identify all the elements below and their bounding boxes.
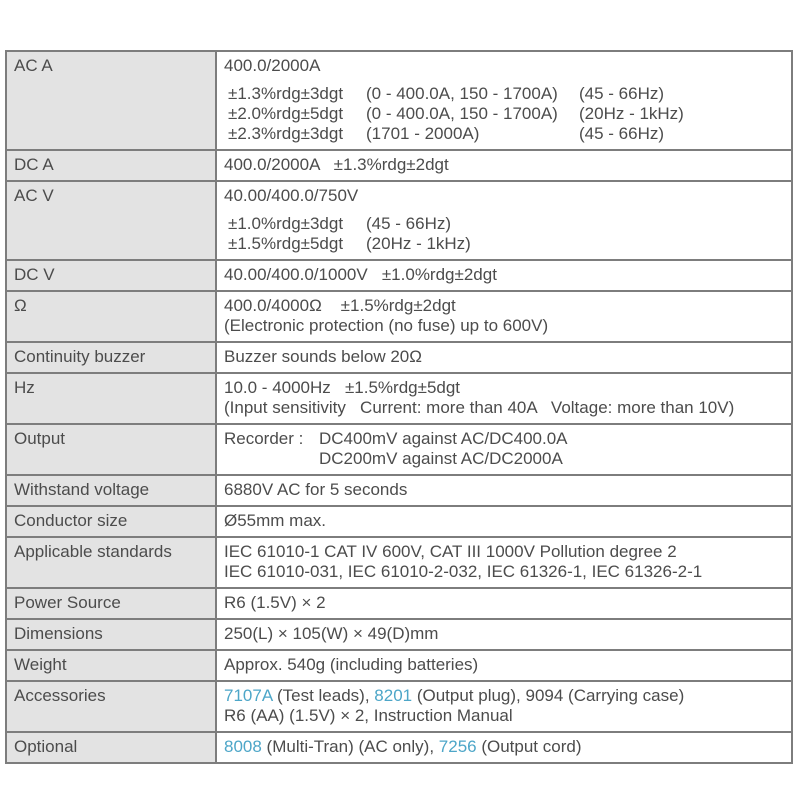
row-label-weight: Weight xyxy=(6,650,216,681)
accessories-line-1: 7107A (Test leads), 8201 (Output plug), 9094 (Carrying case) xyxy=(224,686,685,705)
accuracy-line: ±2.0%rdg±5dgt (0 - 400.0A, 150 - 1700A) (20Hz - 1kHz) xyxy=(228,104,684,123)
accessories-line-2: R6 (AA) (1.5V) × 2, Instruction Manual xyxy=(224,706,513,725)
row-value-withstand: 6880V AC for 5 seconds xyxy=(216,475,792,506)
spec-table xyxy=(5,50,793,764)
row-label-ac-a: AC A xyxy=(6,51,216,150)
spec-row-dc-a xyxy=(6,150,792,181)
row-label-withstand: Withstand voltage xyxy=(6,475,216,506)
accuracy-line: ±1.5%rdg±5dgt (20Hz - 1kHz) xyxy=(228,234,471,253)
row-label-standards: Applicable standards xyxy=(6,537,216,588)
row-value-dimensions: 250(L) × 105(W) × 49(D)mm xyxy=(216,619,792,650)
link-8008[interactable]: 8008 xyxy=(224,737,262,756)
accuracy-line: ±2.3%rdg±3dgt (1701 - 2000A) (45 - 66Hz) xyxy=(228,124,665,143)
row-value-optional: 8008 (Multi-Tran) (AC only), 7256 (Output cord) xyxy=(216,732,792,763)
row-label-hz: Hz xyxy=(6,373,216,424)
ac-v-ranges: 40.00/400.0/750V xyxy=(224,186,359,205)
spec-row-power-source xyxy=(6,588,792,619)
row-label-ohm: Ω xyxy=(6,291,216,342)
row-value-power-source: R6 (1.5V) × 2 xyxy=(216,588,792,619)
ac-v-accuracy-block xyxy=(224,214,785,254)
spec-row-optional xyxy=(6,732,792,763)
row-value-conductor: Ø55mm max. xyxy=(216,506,792,537)
accuracy-line: ±1.3%rdg±3dgt (0 - 400.0A, 150 - 1700A) (45 - 66Hz) xyxy=(228,84,665,103)
row-value-ohm: 400.0/4000Ω ±1.5%rdg±2dgt (Electronic protection (no fuse) up to 600V) xyxy=(216,291,792,342)
ac-a-accuracy-block xyxy=(224,84,785,144)
row-value-continuity: Buzzer sounds below 20Ω xyxy=(216,342,792,373)
row-label-accessories: Accessories xyxy=(6,681,216,732)
output-line-1: Recorder : DC400mV against AC/DC400.0A xyxy=(224,429,568,448)
row-value-dc-v: 40.00/400.0/1000V ±1.0%rdg±2dgt xyxy=(216,260,792,291)
spec-row-ohm xyxy=(6,291,792,342)
spec-row-accessories xyxy=(6,681,792,732)
row-label-dimensions: Dimensions xyxy=(6,619,216,650)
accuracy-line: ±1.0%rdg±3dgt (45 - 66Hz) xyxy=(228,214,452,233)
row-label-conductor: Conductor size xyxy=(6,506,216,537)
row-label-power-source: Power Source xyxy=(6,588,216,619)
row-value-weight: Approx. 540g (including batteries) xyxy=(216,650,792,681)
row-value-hz: 10.0 - 4000Hz ±1.5%rdg±5dgt (Input sensitivity Current: more than 40A Voltage: more than 10V) xyxy=(216,373,792,424)
spec-row-weight xyxy=(6,650,792,681)
link-7107a[interactable]: 7107A xyxy=(224,686,273,705)
row-value-accessories xyxy=(216,681,792,732)
row-label-continuity: Continuity buzzer xyxy=(6,342,216,373)
spec-row-dc-v xyxy=(6,260,792,291)
row-label-ac-v: AC V xyxy=(6,181,216,260)
spec-row-conductor xyxy=(6,506,792,537)
spec-row-continuity xyxy=(6,342,792,373)
row-value-ac-a xyxy=(216,51,792,150)
spec-row-output xyxy=(6,424,792,475)
row-value-dc-a: 400.0/2000A ±1.3%rdg±2dgt xyxy=(216,150,792,181)
ac-a-ranges: 400.0/2000A xyxy=(224,56,321,75)
link-8201[interactable]: 8201 xyxy=(374,686,413,705)
row-label-output: Output xyxy=(6,424,216,475)
spec-row-ac-a xyxy=(6,51,792,150)
row-label-dc-a: DC A xyxy=(6,150,216,181)
spec-row-withstand xyxy=(6,475,792,506)
row-value-standards: IEC 61010-1 CAT IV 600V, CAT III 1000V Pollution degree 2 IEC 61010-031, IEC 61010-2-032, IEC 61326-1, IEC 61326-2-1 xyxy=(216,537,792,588)
spec-row-ac-v xyxy=(6,181,792,260)
row-value-ac-v xyxy=(216,181,792,260)
spec-row-hz xyxy=(6,373,792,424)
row-value-output xyxy=(216,424,792,475)
row-label-dc-v: DC V xyxy=(6,260,216,291)
spec-row-dimensions xyxy=(6,619,792,650)
spec-row-standards xyxy=(6,537,792,588)
row-label-optional: Optional xyxy=(6,732,216,763)
output-line-2: DC200mV against AC/DC2000A xyxy=(319,449,563,468)
link-7256[interactable]: 7256 xyxy=(438,737,477,756)
